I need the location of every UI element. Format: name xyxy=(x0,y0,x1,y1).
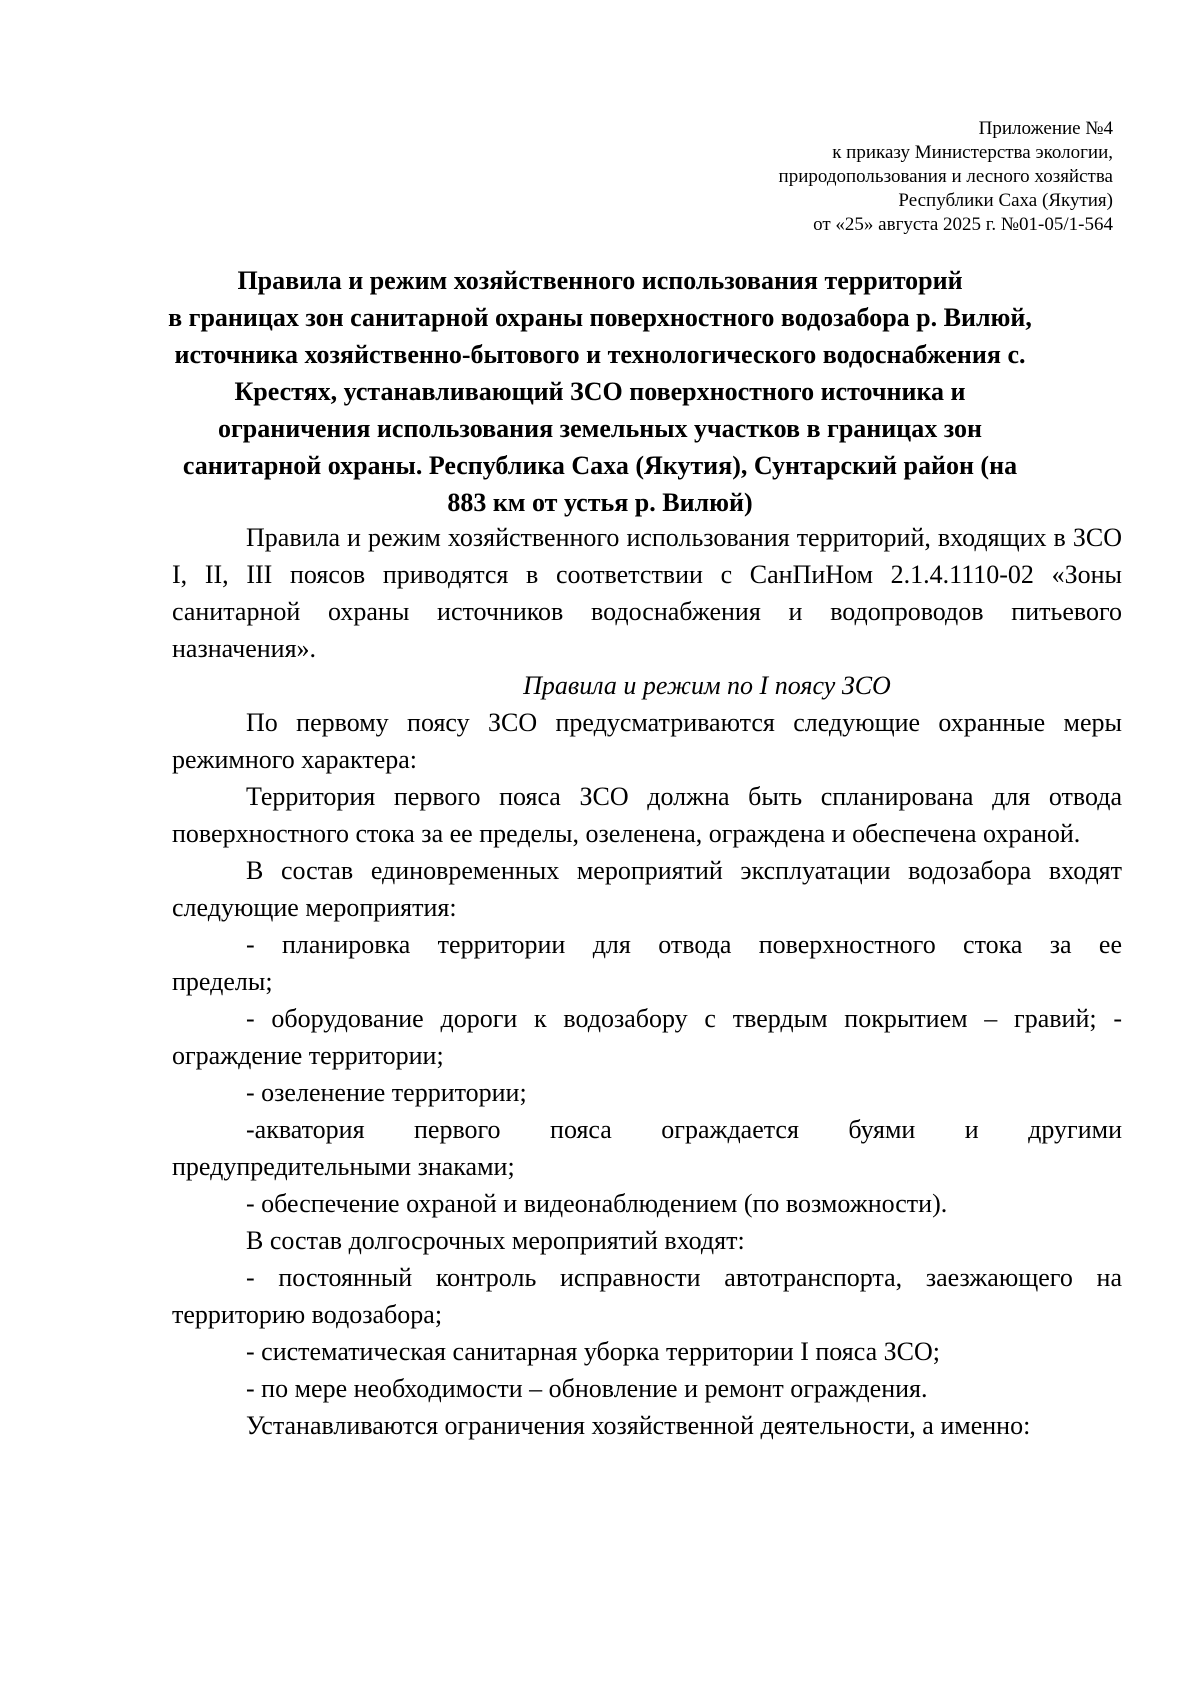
paragraph: Территория первого пояса ЗСО должна быть спланирована для отвода поверхностного стока за ее пределы, озеленена, ограждена и обеспечена охраной. xyxy=(172,782,1122,848)
title-line: Правила и режим хозяйственного использования территорий xyxy=(237,266,963,295)
title-line: источника хозяйственно-бытового и технологического водоснабжения с. xyxy=(174,340,1026,369)
document-title xyxy=(150,262,1050,521)
list-item-continuation: предупредительными знаками; xyxy=(172,1152,515,1181)
title-line: 883 км от устья р. Вилюй) xyxy=(447,488,753,517)
title-line: Крестях, устанавливающий ЗСО поверхностного источника и xyxy=(234,377,966,406)
paragraph: В состав единовременных мероприятий эксплуатации водозабора входят следующие мероприятия: xyxy=(172,856,1122,922)
title-line: санитарной охраны. Республика Саха (Якутия), Сунтарский район (на xyxy=(182,451,1018,480)
list-item: - озеленение территории; xyxy=(246,1078,527,1107)
list-item-continuation: ограждение территории; xyxy=(172,1041,444,1070)
section-heading: Правила и режим по I поясу ЗСО xyxy=(523,671,891,700)
annex-line: от «25» августа 2025 г. №01-05/1-564 xyxy=(813,214,1113,235)
annex-line: Приложение №4 xyxy=(978,118,1113,139)
list-item-continuation: территорию водозабора; xyxy=(172,1300,443,1329)
annex-header xyxy=(513,117,1113,237)
list-item: - обеспечение охраной и видеонаблюдением (по возможности). xyxy=(246,1189,948,1218)
list-item: - систематическая санитарная уборка территории I пояса ЗСО; xyxy=(246,1337,941,1366)
list-item: - по мере необходимости – обновление и ремонт ограждения. xyxy=(246,1374,928,1403)
list-item: - планировка территории для отвода поверхностного стока за ее xyxy=(246,930,1122,959)
annex-line: к приказу Министерства экологии, xyxy=(832,142,1113,163)
annex-line: природопользования и лесного хозяйства xyxy=(778,166,1113,187)
title-line: ограничения использования земельных участков в границах зон xyxy=(217,414,983,443)
paragraph: Устанавливаются ограничения хозяйственной деятельности, а именно: xyxy=(246,1411,1031,1440)
annex-line: Республики Саха (Якутия) xyxy=(898,190,1113,211)
paragraph: В состав долгосрочных мероприятий входят: xyxy=(246,1226,745,1255)
list-item: - оборудование дороги к водозабору с твердым покрытием – гравий; - xyxy=(246,1004,1122,1033)
intro-paragraph: Правила и режим хозяйственного использования территорий, входящих в ЗСО I, II, III поясов приводятся в соответствии с СанПиНом 2.1.4.1110-02 «Зоны санитарной охраны источников водоснабжения и водопроводов питьевого назначения». xyxy=(172,523,1122,663)
document-body xyxy=(172,519,1122,1444)
list-item: -акватория первого пояса ограждается буями и другими xyxy=(246,1115,1122,1144)
list-item-continuation: пределы; xyxy=(172,967,273,996)
paragraph: По первому поясу ЗСО предусматриваются следующие охранные меры режимного характера: xyxy=(172,708,1122,774)
title-line: в границах зон санитарной охраны поверхностного водозабора р. Вилюй, xyxy=(168,303,1032,332)
list-item: - постоянный контроль исправности автотранспорта, заезжающего на xyxy=(246,1263,1122,1292)
